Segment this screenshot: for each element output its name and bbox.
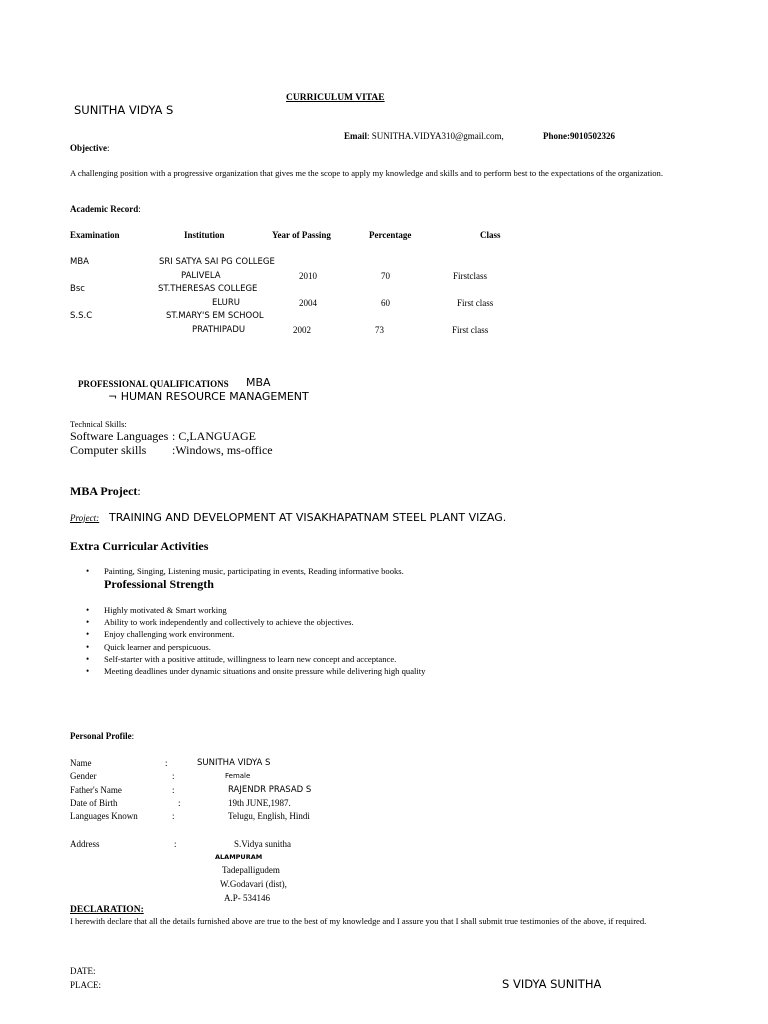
objective-text: A challenging position with a progressive organization that gives me the scope to apply my knowledge and skills and to perform best to the expectations of the organization. xyxy=(70,168,663,178)
gender-colon: : xyxy=(172,771,175,781)
extra-curricular-heading: Extra Curricular Activities xyxy=(70,539,209,553)
phone-value: :9010502326 xyxy=(567,131,616,141)
row-bsc-class: First class xyxy=(457,298,494,308)
dob-value: 19th JUNE,1987. xyxy=(228,798,291,808)
computer-value: :Windows, ms-office xyxy=(172,443,273,457)
phone-label: Phone xyxy=(543,131,568,141)
qualification-specialization: ¬ HUMAN RESOURCE MANAGEMENT xyxy=(108,390,309,403)
row-mba-place: PALIVELA xyxy=(181,271,221,281)
address-line-5: A.P- 534146 xyxy=(224,893,271,903)
row-bsc-place: ELURU xyxy=(212,298,241,308)
list-item: • Self-starter with a positive attitude, willingness to learn new concept and acceptance. xyxy=(70,653,425,665)
technical-heading: Technical Skills: xyxy=(70,419,127,429)
row-ssc-place: PRATHIPADU xyxy=(192,325,246,335)
address-label: Address xyxy=(70,839,100,849)
list-item: • Enjoy challenging work environment. xyxy=(70,628,425,640)
list-item: • Painting, Singing, Listening music, participating in events, Reading informative books. xyxy=(70,565,404,577)
col-institution: Institution xyxy=(184,230,225,240)
personal-heading-line: Personal Profile: xyxy=(70,731,135,741)
academic-heading-line: Academic Record: xyxy=(70,204,141,214)
date-label: DATE: xyxy=(70,966,96,976)
col-examination: Examination xyxy=(70,230,120,240)
strength-heading: Professional Strength xyxy=(104,577,214,591)
academic-heading: Academic Record xyxy=(70,204,139,214)
row-ssc-institution: ST.MARY'S EM SCHOOL xyxy=(166,311,264,321)
document-title: CURRICULUM VITAE xyxy=(286,93,385,103)
father-value: RAJENDR PRASAD S xyxy=(228,785,312,795)
gender-label: Gender xyxy=(70,771,97,781)
address-line-3: Tadepalligudem xyxy=(222,865,280,875)
mba-project-heading-line: MBA Project: xyxy=(70,484,141,498)
row-mba-percentage: 70 xyxy=(381,271,390,281)
dob-label: Date of Birth xyxy=(70,798,118,808)
gender-value: Female xyxy=(225,772,251,780)
computer-label: Computer skills xyxy=(70,443,147,457)
row-ssc-percentage: 73 xyxy=(375,325,384,335)
address-line-4: W.Godavari (dist), xyxy=(220,879,287,889)
email-line xyxy=(344,131,504,141)
row-bsc-year: 2004 xyxy=(299,298,317,308)
signature-name: S VIDYA SUNITHA xyxy=(502,977,602,991)
strength-list xyxy=(70,604,425,677)
row-ssc-year: 2002 xyxy=(293,325,311,335)
mba-project-heading: MBA Project xyxy=(70,484,138,498)
list-item: • Highly motivated & Smart working xyxy=(70,604,425,616)
objective-heading-line: Objective: xyxy=(70,143,110,153)
declaration-heading: DECLARATION xyxy=(70,905,141,915)
declaration-text: I herewith declare that all the details furnished above are true to the best of my knowledge and I assure you that I shall submit true testimonies of the above, if required. xyxy=(70,916,647,926)
software-value: : C,LANGUAGE xyxy=(172,429,256,443)
languages-label: Languages Known xyxy=(70,811,138,821)
phone-line xyxy=(543,131,615,141)
email-label: Email xyxy=(344,131,368,141)
languages-colon: : xyxy=(172,811,175,821)
candidate-name: SUNITHA VIDYA S xyxy=(74,103,174,117)
row-ssc-class: First class xyxy=(452,325,489,335)
qualifications-heading: PROFESSIONAL QUALIFICATIONS xyxy=(78,379,229,389)
col-year: Year of Passing xyxy=(272,230,331,240)
languages-value: Telugu, English, Hindi xyxy=(228,811,310,821)
name-label: Name xyxy=(70,758,92,768)
father-label: Father's Name xyxy=(70,785,122,795)
place-label: PLACE: xyxy=(70,980,102,990)
row-bsc-percentage: 60 xyxy=(381,298,390,308)
row-bsc-exam: Bsc xyxy=(70,284,85,294)
list-item: • Quick learner and perspicuous. xyxy=(70,641,425,653)
extra-curricular-list xyxy=(70,565,404,577)
address-line-2: ALAMPURAM xyxy=(215,853,263,861)
name-colon: : xyxy=(165,758,168,768)
email-value: : SUNITHA.VIDYA310@gmail.com, xyxy=(367,131,504,141)
software-label: Software Languages xyxy=(70,429,169,443)
declaration-heading-line: DECLARATION: xyxy=(70,905,144,915)
list-item: • Meeting deadlines under dynamic situations and onsite pressure while delivering high quality xyxy=(70,665,425,677)
row-mba-exam: MBA xyxy=(70,257,89,267)
personal-heading: Personal Profile xyxy=(70,731,132,741)
row-ssc-exam: S.S.C xyxy=(70,311,93,321)
row-mba-institution: SRI SATYA SAI PG COLLEGE xyxy=(159,257,275,267)
address-line-1: S.Vidya sunitha xyxy=(234,839,291,849)
qualification-degree: MBA xyxy=(246,376,271,389)
project-label: Project: xyxy=(70,513,100,523)
list-item: • Ability to work independently and collectively to achieve the objectives. xyxy=(70,616,425,628)
dob-colon: : xyxy=(178,798,181,808)
objective-heading: Objective xyxy=(70,143,107,153)
name-value: SUNITHA VIDYA S xyxy=(197,758,271,768)
col-percentage: Percentage xyxy=(369,230,412,240)
col-class: Class xyxy=(480,230,501,240)
row-bsc-institution: ST.THERESAS COLLEGE xyxy=(158,284,258,294)
row-mba-class: Firstclass xyxy=(453,271,488,281)
father-colon: : xyxy=(172,785,175,795)
row-mba-year: 2010 xyxy=(299,271,317,281)
project-title: TRAINING AND DEVELOPMENT AT VISAKHAPATNAM STEEL PLANT VIZAG. xyxy=(109,511,507,524)
address-colon: : xyxy=(174,839,177,849)
